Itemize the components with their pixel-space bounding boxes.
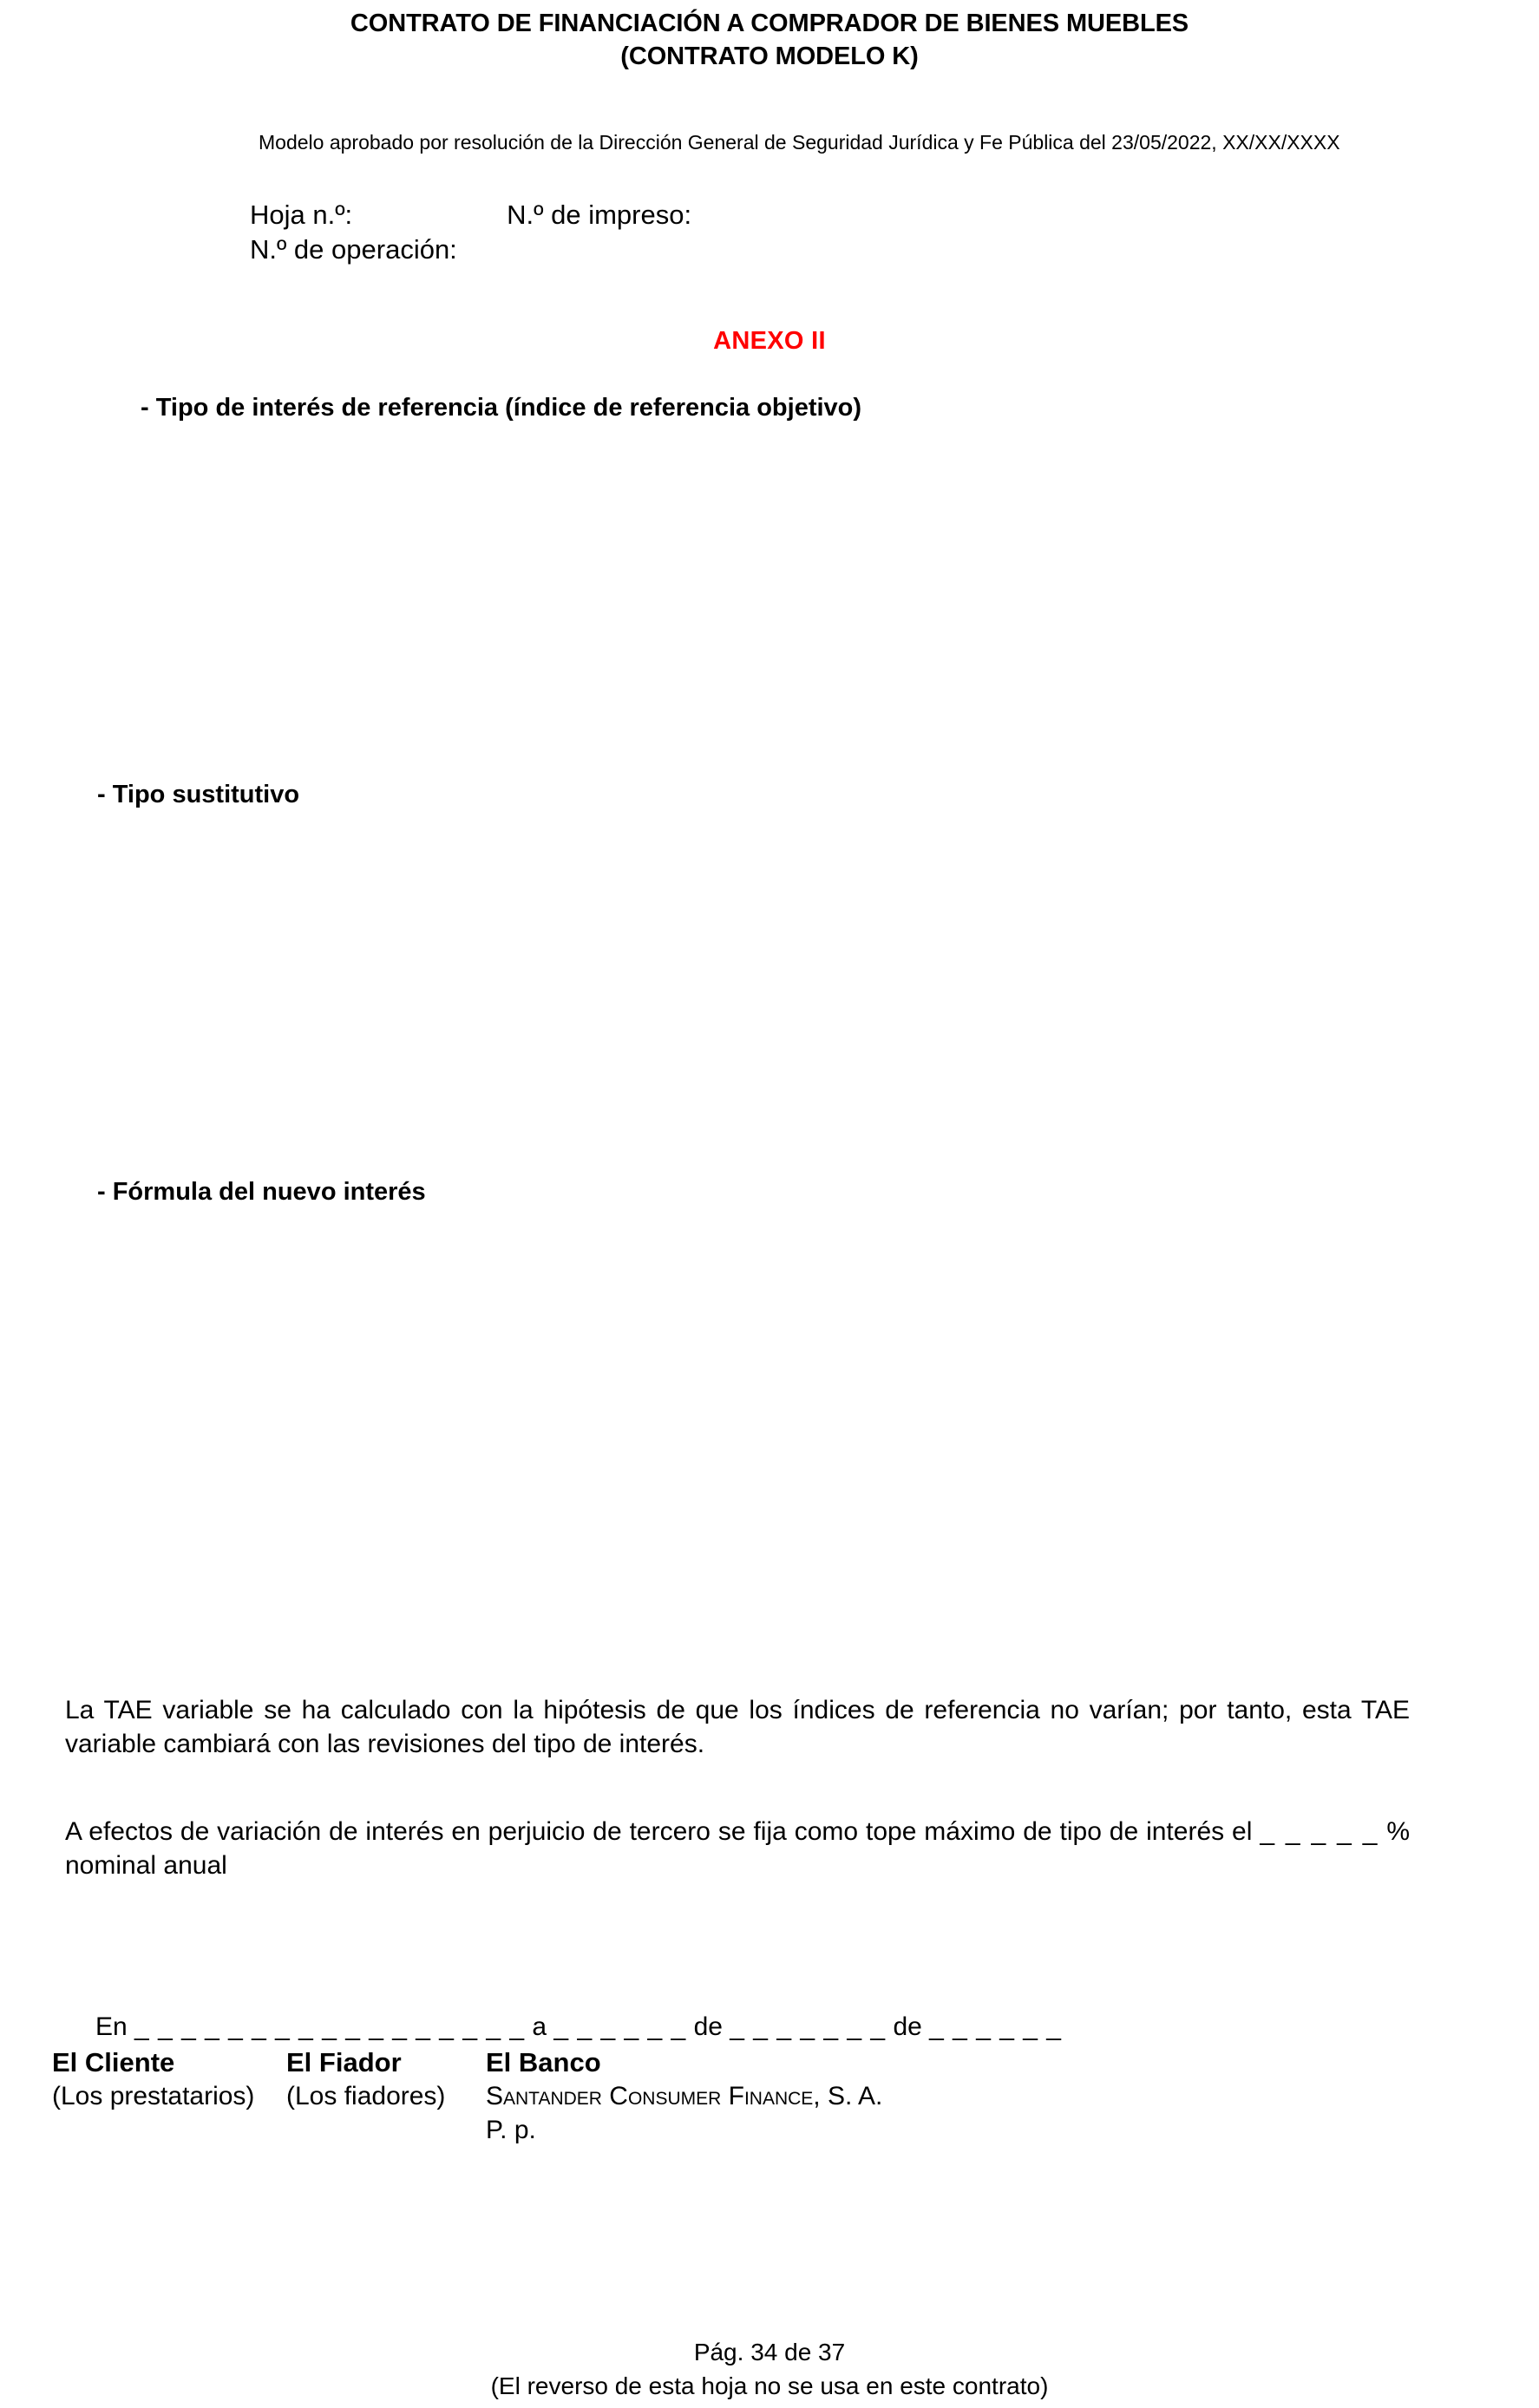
interest-cap-prefix: A efectos de variación de interés en perjuicio de tercero se fija como tope máximo de tipo de interés el [65, 1817, 1253, 1846]
signature-client-title: El Cliente [52, 2047, 175, 2078]
signature-surety-subtitle: (Los fiadores) [286, 2082, 446, 2110]
section-heading-substitute-rate: - Tipo sustitutivo [97, 781, 300, 808]
signature-bank-proxy: P. p. [486, 2116, 536, 2144]
place-date-de-1: de [693, 2012, 723, 2041]
document-title-line-1: CONTRATO DE FINANCIACIÓN A COMPRADOR DE BIENES MUEBLES [350, 10, 1189, 37]
signature-column-client [52, 2045, 312, 2113]
footer-note: (El reverso de esta hoja no se usa en este contrato) [490, 2372, 1049, 2399]
form-number-row-operation [250, 232, 691, 267]
signature-column-bank [486, 2045, 1457, 2147]
footer-page-number: Pág. 34 de 37 [693, 2339, 846, 2365]
form-number-block [250, 198, 691, 267]
document-title-line-2: (CONTRATO MODELO K) [620, 43, 919, 70]
operation-number-label: N.º de operación: [250, 234, 457, 265]
section-heading-new-interest-formula: - Fórmula del nuevo interés [97, 1178, 426, 1206]
paragraph-tae-variable-text: La TAE variable se ha calculado con la hipótesis de que los índices de referencia no varían; por tanto, esta TAE variable cambiará con las revisiones del tipo de interés. [65, 1696, 1410, 1758]
place-date-prefix: En [95, 2012, 128, 2041]
printed-form-number-label: N.º de impreso: [507, 200, 692, 230]
approval-note: Modelo aprobado por resolución de la Dirección General de Seguridad Jurídica y Fe Pública del 23/05/2022, XX/XX/XXXX [259, 131, 1340, 154]
day-input-blank[interactable]: _ _ _ _ _ _ [553, 2012, 687, 2041]
signature-bank-name: Santander Consumer Finance, S. A. [486, 2082, 883, 2110]
signature-bank-title: El Banco [486, 2047, 601, 2078]
paragraph-tae-variable [65, 1693, 1410, 1761]
section-heading-reference-rate: - Tipo de interés de referencia (índice de referencia objetivo) [141, 394, 862, 422]
signature-surety-title: El Fiador [286, 2047, 402, 2078]
page-footer [0, 2335, 1539, 2403]
place-and-date-line [95, 2011, 1062, 2044]
paragraph-interest-cap-text [65, 1815, 1410, 1882]
form-number-row-sheet [250, 198, 691, 232]
interest-cap-blank-field[interactable]: _ _ _ _ _ [1260, 1817, 1379, 1846]
signature-client-subtitle: (Los prestatarios) [52, 2082, 255, 2110]
place-date-day-word: a [532, 2012, 547, 2041]
sheet-number-label: Hoja n.º: [250, 200, 353, 230]
place-date-de-2: de [893, 2012, 922, 2041]
interest-cap-suffix: % nominal anual [65, 1817, 1410, 1880]
year-input-blank[interactable]: _ _ _ _ _ _ [929, 2012, 1062, 2041]
paragraph-interest-cap [65, 1815, 1410, 1882]
month-input-blank[interactable]: _ _ _ _ _ _ _ [730, 2012, 887, 2041]
annex-heading: ANEXO II [713, 327, 826, 355]
document-title [0, 7, 1539, 73]
place-input-blank[interactable]: _ _ _ _ _ _ _ _ _ _ _ _ _ _ _ _ _ [134, 2012, 526, 2041]
